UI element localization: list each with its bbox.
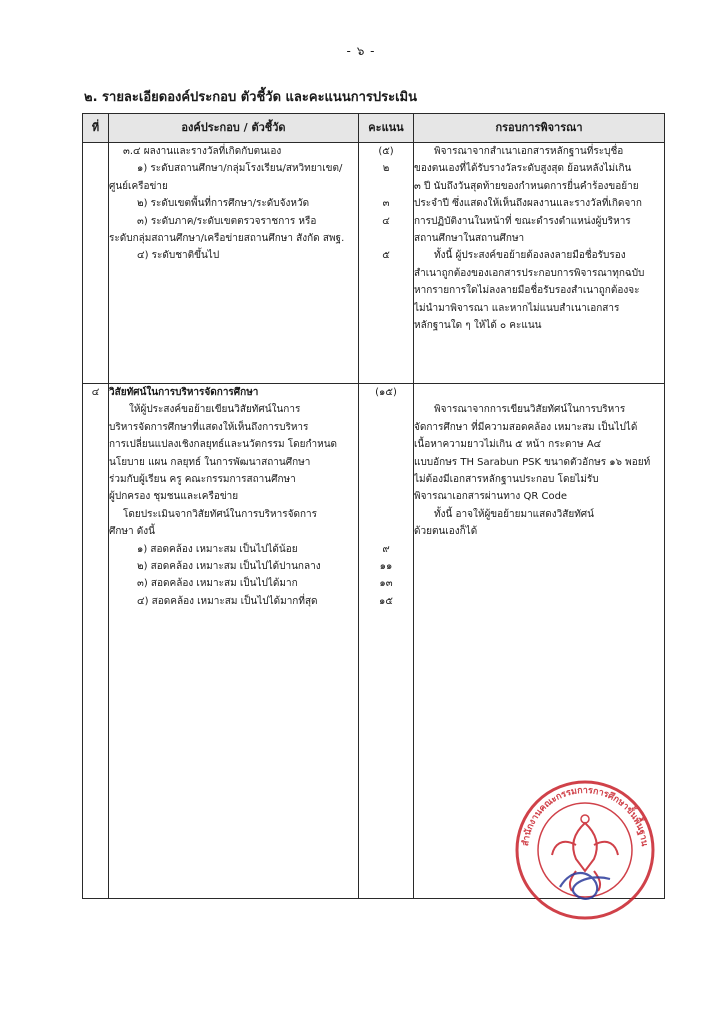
component-line: ๓.๔ ผลงานและรางวัลที่เกิดกับตนเอง xyxy=(123,146,282,157)
criteria-line: ประจำปี ซึ่งแสดงให้เห็นถึงผลงานและรางวัลที่เกิดจาก xyxy=(414,198,642,210)
component-line: ๔) สอดคล้อง เหมาะสม เป็นไปได้มากที่สุด xyxy=(137,595,318,607)
component-line: การเปลี่ยนแปลงเชิงกลยุทธ์และนวัตกรรม โดยกำหนด xyxy=(109,439,338,451)
score-line xyxy=(359,230,413,247)
component-line: ๓) ระดับภาค/ระดับเขตตรวจราชการ หรือ xyxy=(137,215,317,227)
criteria-line: เนื้อหาความยาวไม่เกิน ๕ หน้า กระดาษ A๔ xyxy=(414,439,602,451)
component-title: วิสัยทัศน์ในการบริหารจัดการศึกษา xyxy=(109,387,259,398)
row1-component xyxy=(109,143,359,384)
criteria-line: ไม่ต้องมีเอกสารหลักฐานประกอบ โดยไม่รับ xyxy=(414,473,599,485)
criteria-line: พิจารณาเอกสารผ่านทาง QR Code xyxy=(414,491,568,503)
row2-component xyxy=(109,384,359,899)
criteria-line: สำเนาถูกต้องของเอกสารประกอบการพิจารณาทุกฉบับ xyxy=(414,267,645,279)
component-line: บริหารจัดการศึกษาที่แสดงให้เห็นถึงการบริหาร xyxy=(109,421,309,433)
score-line: ๑๕ xyxy=(379,595,393,607)
score-line: ๑๑ xyxy=(379,560,393,572)
criteria-line: ๓ ปี นับถึงวันสุดท้ายของกำหนดการยื่นคำร้องขอย้าย xyxy=(414,180,639,192)
criteria-line: พิจารณาจากการเขียนวิสัยทัศน์ในการบริหาร xyxy=(434,404,626,416)
component-line: ผู้ปกครอง ชุมชนและเครือข่าย xyxy=(109,491,239,503)
table-header-row xyxy=(83,114,665,143)
component-line: ศึกษา ดังนี้ xyxy=(109,526,156,538)
component-line: โดยประเมินจากวิสัยทัศน์ในการบริหารจัดการ xyxy=(123,508,317,520)
score-line: (๕) xyxy=(378,146,394,157)
criteria-line: ด้วยตนเองก็ได้ xyxy=(414,526,478,538)
criteria-line: ทั้งนี้ ผู้ประสงค์ขอย้ายต้องลงลายมือชื่อรับรอง xyxy=(434,250,626,262)
score-title: (๑๕) xyxy=(375,387,397,398)
header-criteria: กรอบการพิจารณา xyxy=(414,114,665,143)
official-seal-stamp xyxy=(510,775,660,925)
score-line xyxy=(359,178,413,195)
criteria-line: จัดการศึกษา ที่มีความสอดคล้อง เหมาะสม เป็นไปได้ xyxy=(414,421,638,433)
header-component: องค์ประกอบ / ตัวชี้วัด xyxy=(109,114,359,143)
component-line: ๑) สอดคล้อง เหมาะสม เป็นไปได้น้อย xyxy=(137,543,298,555)
header-no: ที่ xyxy=(83,114,109,143)
criteria-line: ทั้งนี้ อาจให้ผู้ขอย้ายมาแสดงวิสัยทัศน์ xyxy=(434,508,594,520)
component-line: ให้ผู้ประสงค์ขอย้ายเขียนวิสัยทัศน์ในการ xyxy=(129,404,301,416)
stamp-text: สำนักงานคณะกรรมการการศึกษาขั้นพื้นฐาน xyxy=(520,785,649,847)
criteria-line: สถานศึกษาในสถานศึกษา xyxy=(414,232,525,244)
table-row xyxy=(83,143,665,384)
component-line: นโยบาย แผน กลยุทธ์ ในการพัฒนาสถานศึกษา xyxy=(109,456,311,468)
score-line: ๔ xyxy=(382,215,390,227)
criteria-line: หลักฐานใด ๆ ให้ได้ ๐ คะแนน xyxy=(414,319,542,331)
row2-no: ๔ xyxy=(83,384,109,899)
component-line: ๔) ระดับชาติขึ้นไป xyxy=(137,250,220,262)
criteria-line: หากรายการใดไม่ลงลายมือชื่อรับรองสำเนาถูกต้องจะ xyxy=(414,285,640,297)
score-line: ๒ xyxy=(382,163,390,175)
component-line: ศูนย์เครือข่าย xyxy=(109,180,168,192)
component-line: ๑) ระดับสถานศึกษา/กลุ่มโรงเรียน/สหวิทยาเขต/ xyxy=(137,163,343,175)
criteria-line: ของตนเองที่ได้รับรางวัลระดับสูงสุด ย้อนหลังไม่เกิน xyxy=(414,163,632,175)
section-title: ๒. รายละเอียดองค์ประกอบ ตัวชี้วัด และคะแนนการประเมิน xyxy=(84,90,417,105)
criteria-line: การปฏิบัติงานในหน้าที่ ขณะดำรงตำแหน่งผู้บริหาร xyxy=(414,215,631,227)
component-line: ๒) สอดคล้อง เหมาะสม เป็นไปได้ปานกลาง xyxy=(137,560,321,572)
criteria-line: พิจารณาจากสำเนาเอกสารหลักฐานที่ระบุชื่อ xyxy=(434,146,624,157)
component-line: ระดับกลุ่มสถานศึกษา/เครือข่ายสถานศึกษา สังกัด สพฐ. xyxy=(109,232,345,244)
header-score: คะแนน xyxy=(359,114,414,143)
row1-score xyxy=(359,143,414,384)
component-line: ๒) ระดับเขตพื้นที่การศึกษา/ระดับจังหวัด xyxy=(137,198,310,210)
criteria-line: แบบอักษร TH Sarabun PSK ขนาดตัวอักษร ๑๖ พอยท์ xyxy=(414,456,651,468)
score-line: ๑๓ xyxy=(379,578,393,590)
score-line: ๙ xyxy=(382,543,390,555)
row2-score xyxy=(359,384,414,899)
component-line: ร่วมกับผู้เรียน ครู คณะกรรมการสถานศึกษา xyxy=(109,473,296,485)
row1-criteria xyxy=(414,143,665,384)
component-line: ๓) สอดคล้อง เหมาะสม เป็นไปได้มาก xyxy=(137,578,298,590)
score-line: ๓ xyxy=(382,198,390,210)
page-number: - ๖ - xyxy=(346,44,376,58)
criteria-line: ไม่นำมาพิจารณา และหากไม่แนบสำเนาเอกสาร xyxy=(414,302,620,314)
row1-no xyxy=(83,143,109,384)
score-line: ๕ xyxy=(382,250,390,262)
